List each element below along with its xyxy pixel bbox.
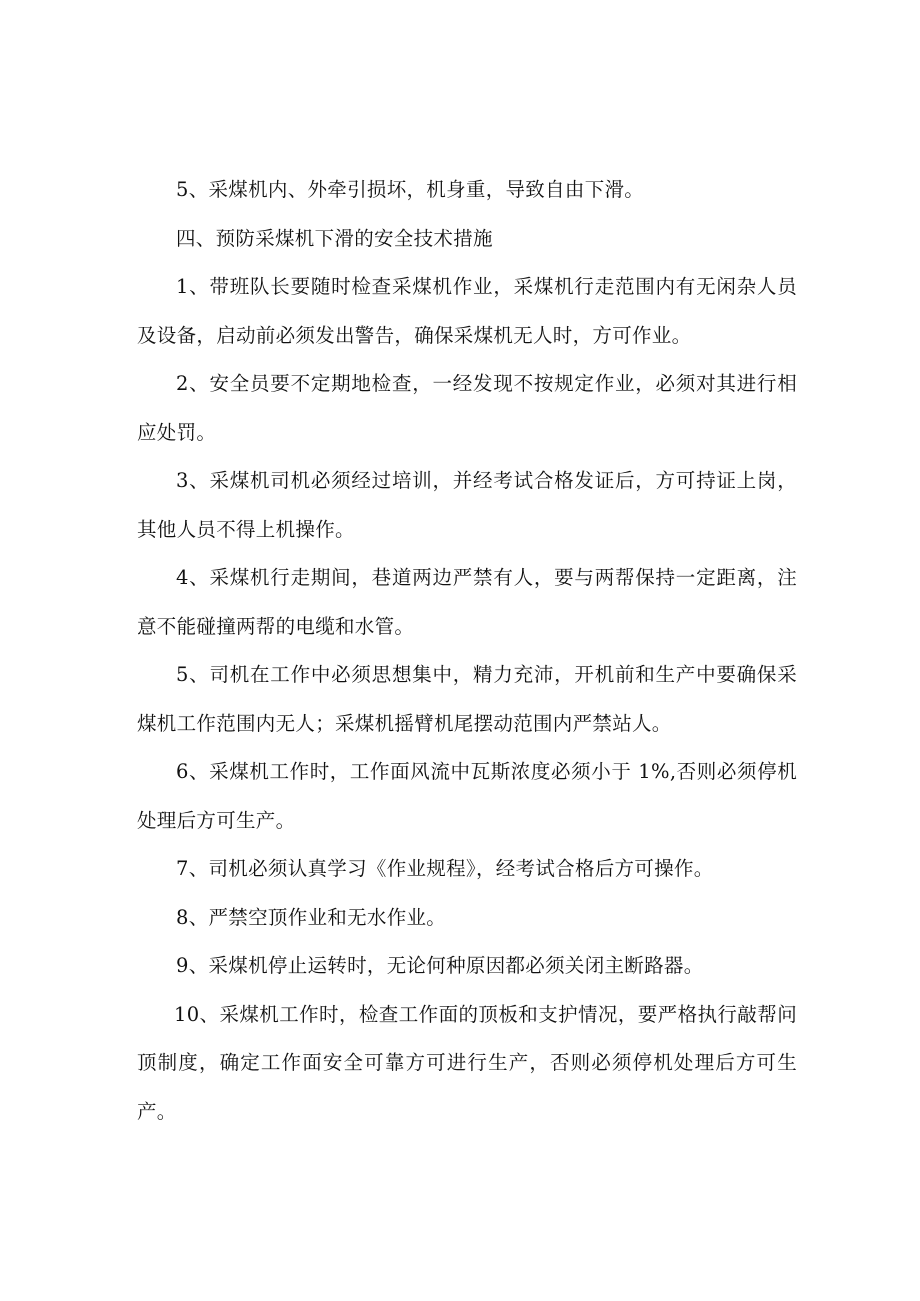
paragraph-measure-4: 4、采煤机行走期间，巷道两边严禁有人，要与两帮保持一定距离，注意不能碰撞两帮的电缆和水管。 [137,566,797,638]
paragraph-measure-6: 6、采煤机工作时，工作面风流中瓦斯浓度必须小于 1%,否则必须停机处理后方可生产。 [137,760,797,832]
paragraph-measure-7: 7、司机必须认真学习《作业规程》，经考试合格后方可操作。 [176,857,714,880]
paragraph-measure-3: 3、采煤机司机必须经过培训，并经考试合格发证后，方可持证上岗，其他人员不得上机操作。 [137,469,797,541]
paragraph-measure-9: 9、采煤机停止运转时，无论何种原因都必须关闭主断路器。 [176,954,704,977]
paragraph-measure-1: 1、带班队长要随时检查采煤机作业，采煤机行走范围内有无闲杂人员及设备，启动前必须发出警告，确保采煤机无人时，方可作业。 [137,275,797,347]
paragraph-measure-5: 5、司机在工作中必须思想集中，精力充沛，开机前和生产中要确保采煤机工作范围内无人；采煤机摇臂机尾摆动范围内严禁站人。 [137,663,797,735]
section-heading-prevention-measures: 四、预防采煤机下滑的安全技术措施 [176,226,493,250]
paragraph-measure-8: 8、严禁空顶作业和无水作业。 [176,905,447,929]
paragraph-measure-2: 2、安全员要不定期地检查，一经发现不按规定作业，必须对其进行相应处罚。 [137,372,797,444]
paragraph-measure-10: 10、采煤机工作时，检查工作面的顶板和支护情况，要严格执行敲帮问顶制度，确定工作面安全可靠方可进行生产，否则必须停机处理后方可生产。 [137,1002,797,1123]
document-body [137,166,797,1136]
paragraph-item-5-traction-damage: 5、采煤机内、外牵引损坏，机身重，导致自由下滑。 [176,178,645,201]
